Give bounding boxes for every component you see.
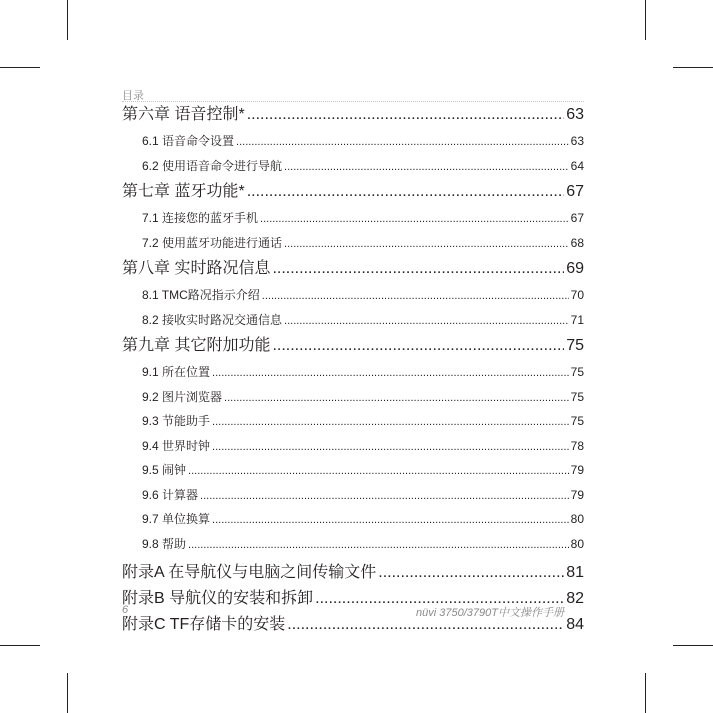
- dot-leader: [247, 101, 565, 129]
- toc-chapter-6[interactable]: [122, 101, 584, 129]
- toc-chapter-8[interactable]: [122, 255, 584, 283]
- section-page-number: 70: [570, 288, 584, 302]
- chapter-title: 第七章 蓝牙功能*: [122, 183, 245, 200]
- toc-section-8-2[interactable]: [122, 308, 584, 333]
- appendix-page-number: 81: [566, 564, 584, 581]
- chapter-page-number: 75: [566, 337, 584, 354]
- dot-leader: [262, 284, 569, 309]
- section-page-number: 75: [570, 414, 584, 428]
- crop-mark-top-left: [67, 0, 68, 40]
- section-page-number: 75: [570, 365, 584, 379]
- appendix-page-number: 84: [566, 616, 584, 633]
- dot-leader: [200, 484, 569, 509]
- section-page-number: 68: [570, 235, 584, 250]
- dot-leader: [188, 459, 569, 484]
- toc-section-9-2[interactable]: [122, 385, 584, 410]
- toc-appendix-a[interactable]: [122, 560, 584, 586]
- crop-mark-bottom-right: [645, 673, 646, 713]
- toc-section-9-3[interactable]: [122, 409, 584, 434]
- crop-mark-left-bottom: [0, 645, 40, 646]
- toc-section-6-2[interactable]: [122, 154, 584, 179]
- toc-chapter-9[interactable]: [122, 332, 584, 360]
- section-title: 9.7 单位换算: [142, 512, 211, 526]
- toc-section-7-1[interactable]: [122, 206, 584, 231]
- chapter-page-number: 63: [566, 106, 584, 123]
- section-title: 9.2 图片浏览器: [142, 389, 223, 404]
- crop-mark-right-bottom: [673, 645, 713, 646]
- toc-section-9-6[interactable]: [122, 483, 584, 508]
- dot-leader: [272, 332, 564, 360]
- section-title: 9.8 帮助: [142, 536, 187, 551]
- section-page-number: 64: [570, 158, 584, 173]
- crop-mark-left-top: [0, 67, 40, 68]
- dot-leader: [212, 508, 569, 533]
- dot-leader: [212, 410, 569, 435]
- section-title: 9.6 计算器: [142, 487, 199, 502]
- footer-manual-title: nüvi 3750/3790T中文操作手册: [416, 607, 564, 619]
- section-title: 7.2 使用蓝牙功能进行通话: [142, 235, 283, 250]
- section-page-number: 63: [570, 134, 584, 148]
- toc-chapter-7[interactable]: [122, 178, 584, 206]
- toc-section-7-2[interactable]: [122, 231, 584, 256]
- dot-leader: [224, 386, 569, 411]
- dot-leader: [236, 130, 569, 155]
- section-title: 8.2 接收实时路况交通信息: [142, 312, 283, 327]
- section-page-number: 67: [570, 211, 584, 225]
- section-title: 9.3 节能助手: [142, 414, 211, 428]
- dot-leader: [212, 361, 569, 386]
- dot-leader: [284, 232, 569, 257]
- section-title: 9.5 闹钟: [142, 463, 187, 477]
- dot-leader: [188, 533, 569, 558]
- section-header-label: 目录: [122, 90, 144, 102]
- section-page-number: 79: [570, 487, 584, 502]
- dot-leader: [260, 207, 569, 232]
- toc-section-9-4[interactable]: [122, 434, 584, 459]
- section-page-number: 71: [570, 312, 584, 327]
- dot-leader: [284, 309, 569, 334]
- dot-leader: [284, 155, 569, 180]
- section-page-number: 80: [570, 536, 584, 551]
- chapter-page-number: 69: [566, 260, 584, 277]
- dot-leader: [247, 178, 565, 206]
- toc-section-9-1[interactable]: [122, 360, 584, 385]
- section-title: 7.1 连接您的蓝牙手机: [142, 211, 259, 225]
- toc-section-8-1[interactable]: [122, 283, 584, 308]
- dot-leader: [378, 560, 564, 586]
- section-title: 9.4 世界时钟: [142, 438, 211, 453]
- section-title: 8.1 TMC路况指示介绍: [142, 288, 260, 302]
- appendix-title: 附录B 导航仪的安装和拆卸: [122, 590, 314, 607]
- crop-mark-right-top: [673, 67, 713, 68]
- section-page-number: 78: [570, 438, 584, 453]
- toc-section-9-7[interactable]: [122, 507, 584, 532]
- section-page-number: 79: [570, 463, 584, 477]
- section-page-number: 75: [570, 389, 584, 404]
- appendix-title: 附录C TF存储卡的安装: [122, 616, 286, 633]
- crop-mark-top-right: [645, 0, 646, 40]
- dot-leader: [272, 255, 564, 283]
- toc-section-9-8[interactable]: [122, 532, 584, 557]
- toc-section-9-5[interactable]: [122, 458, 584, 483]
- table-of-contents: [122, 101, 584, 638]
- dot-leader: [212, 435, 569, 460]
- footer-page-number: 6: [122, 604, 129, 616]
- chapter-page-number: 67: [566, 183, 584, 200]
- chapter-title: 第八章 实时路况信息: [122, 260, 271, 277]
- section-title: 9.1 所在位置: [142, 365, 211, 379]
- appendix-page-number: 82: [566, 590, 584, 607]
- crop-mark-bottom-left: [67, 673, 68, 713]
- chapter-title: 第六章 语音控制*: [122, 106, 245, 123]
- toc-section-6-1[interactable]: [122, 129, 584, 154]
- appendix-title: 附录A 在导航仪与电脑之间传输文件: [122, 564, 377, 581]
- section-title: 6.2 使用语音命令进行导航: [142, 158, 283, 173]
- section-title: 6.1 语音命令设置: [142, 134, 235, 148]
- chapter-title: 第九章 其它附加功能: [122, 337, 271, 354]
- section-page-number: 80: [570, 512, 584, 526]
